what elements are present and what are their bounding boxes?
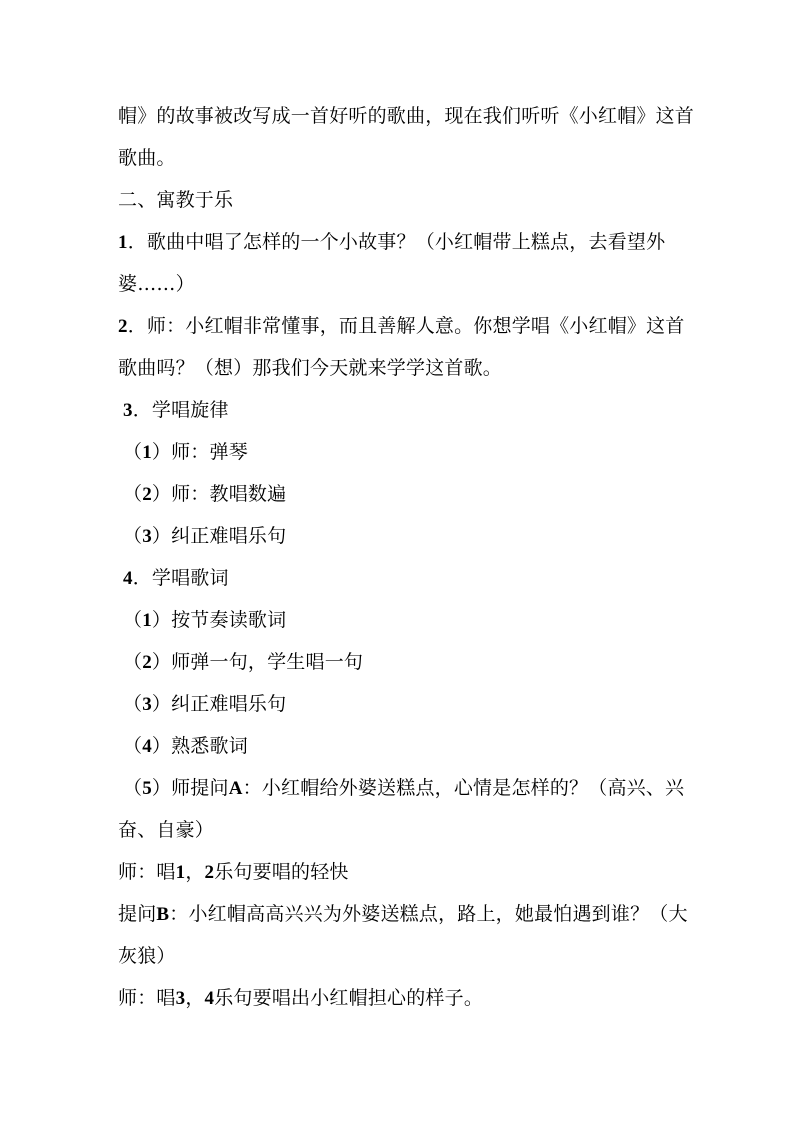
section-heading: 二、寓教于乐 [118, 189, 234, 211]
list-item: （3）纠正难唱乐句 [123, 525, 287, 547]
paragraph-line: 帽》的故事被改写成一首好听的歌曲，现在我们听听《小红帽》这首 [118, 105, 695, 127]
list-item: （3）纠正难唱乐句 [123, 693, 287, 715]
paragraph-line: 提问B：小红帽高高兴兴为外婆送糕点，路上，她最怕遇到谁？（大 [118, 903, 688, 925]
paragraph-line: 灰狼） [118, 945, 176, 967]
list-heading: 3．学唱旋律 [123, 399, 229, 421]
paragraph-line: 1．歌曲中唱了怎样的一个小故事？（小红帽带上糕点，去看望外 [118, 231, 666, 253]
list-item: （4）熟悉歌词 [123, 735, 248, 757]
paragraph-line: 师：唱1，2乐句要唱的轻快 [118, 861, 349, 883]
list-item: （1）师：弹琴 [123, 441, 248, 463]
paragraph-line: 歌曲。 [118, 147, 176, 169]
list-heading: 4．学唱歌词 [123, 567, 229, 589]
list-item: （2）师：教唱数遍 [123, 483, 287, 505]
list-item: （1）按节奏读歌词 [123, 609, 287, 631]
paragraph-line: 婆……） [118, 273, 195, 295]
paragraph-line: 奋、自豪） [118, 819, 215, 841]
paragraph-line: 2．师：小红帽非常懂事，而且善解人意。你想学唱《小红帽》这首 [118, 315, 685, 337]
list-item: （5）师提问A：小红帽给外婆送糕点，心情是怎样的？（高兴、兴 [123, 777, 685, 799]
list-item: （2）师弹一句，学生唱一句 [123, 651, 364, 673]
paragraph-line: 歌曲吗？（想）那我们今天就来学学这首歌。 [118, 357, 503, 379]
paragraph-line: 师：唱3，4乐句要唱出小红帽担心的样子。 [118, 987, 484, 1009]
